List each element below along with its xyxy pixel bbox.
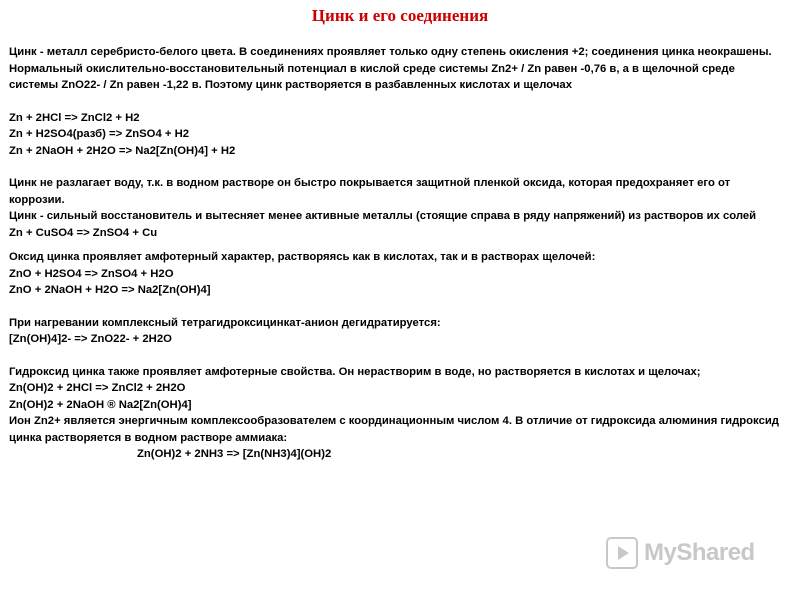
paragraph-redox-potential: Нормальный окислительно-восстановительный потенциал в кислой среде системы Zn2+ / Zn равен -0,76 в, а в щелочной среде системы ZnO22- / Zn равен -1,22 в. Поэтому цинк растворяется в разбавленных кислотах и щелочах — [9, 62, 735, 91]
equation-zno-naoh: ZnO + 2NaOH + H2O => Na2[Zn(OH)4] — [9, 284, 211, 296]
equation-zn-naoh: Zn + 2NaOH + 2H2O => Na2[Zn(OH)4] + H2 — [9, 144, 236, 157]
equation-zn-cuso4: Zn + CuSO4 => ZnSO4 + Cu — [9, 226, 158, 239]
spacer — [9, 348, 784, 364]
equation-znoh2-nh3: Zn(OH)2 + 2NH3 => [Zn(NH3)4](OH)2 — [137, 448, 332, 460]
myshared-logo-icon — [606, 537, 638, 569]
equation-dehydration: [Zn(OH)4]2- => ZnO22- + 2H2O — [9, 333, 172, 345]
spacer — [9, 241, 784, 249]
paragraph-water-corrosion: Цинк не разлагает воду, т.к. в водном растворе он быстро покрывается защитной пленкой оксида, которая предохраняет его от коррозии. — [9, 177, 731, 206]
equation-znoh2-hcl: Zn(OH)2 + 2HCl => ZnCl2 + 2H2O — [9, 382, 186, 394]
spacer — [9, 299, 784, 315]
equation-zn-hcl: Zn + 2HCl => ZnCl2 + H2 — [9, 111, 140, 124]
paragraph-hydroxide-amphoteric: Гидроксид цинка также проявляет амфотерные свойства. Он нерастворим в воде, но растворяется в кислотах и щелочах; — [9, 365, 701, 378]
watermark-text: MyShared — [644, 539, 755, 566]
equation-zn-h2so4: Zn + H2SO4(разб) => ZnSO4 + H2 — [9, 128, 190, 140]
paragraph-reducing-agent: Цинк - сильный восстановитель и вытесняет менее активные металлы (стоящие справа в ряду напряжений) из растворов их солей — [9, 210, 757, 222]
paragraph-dehydration: При нагревании комплексный тетрагидроксицинкат-анион дегидратируется: — [9, 316, 441, 329]
spacer — [9, 159, 784, 175]
spacer — [9, 94, 784, 110]
paragraph-zinc-description: Цинк - металл серебристо-белого цвета. В соединениях проявляет только одну степень окисления +2; соединения цинка неокрашены. — [9, 46, 772, 58]
equation-zno-h2so4: ZnO + H2SO4 => ZnSO4 + H2O — [9, 267, 174, 280]
page-title: Цинк и его соединения — [311, 6, 489, 25]
watermark-logo — [606, 536, 771, 570]
paragraph-complex-ion: Ион Zn2+ является энергичным комплексообразователем с координационным числом 4. В отличие от гидроксида алюминия гидроксид цинка растворяется в водном растворе аммиака: — [9, 415, 779, 444]
equation-znoh2-naoh: Zn(OH)2 + 2NaOH ® Na2[Zn(OH)4] — [9, 398, 192, 411]
paragraph-oxide-amphoteric: Оксид цинка проявляет амфотерный характер, растворяясь как в кислотах, так и в растворах щелочей: — [9, 251, 596, 263]
slide-content — [9, 44, 784, 463]
